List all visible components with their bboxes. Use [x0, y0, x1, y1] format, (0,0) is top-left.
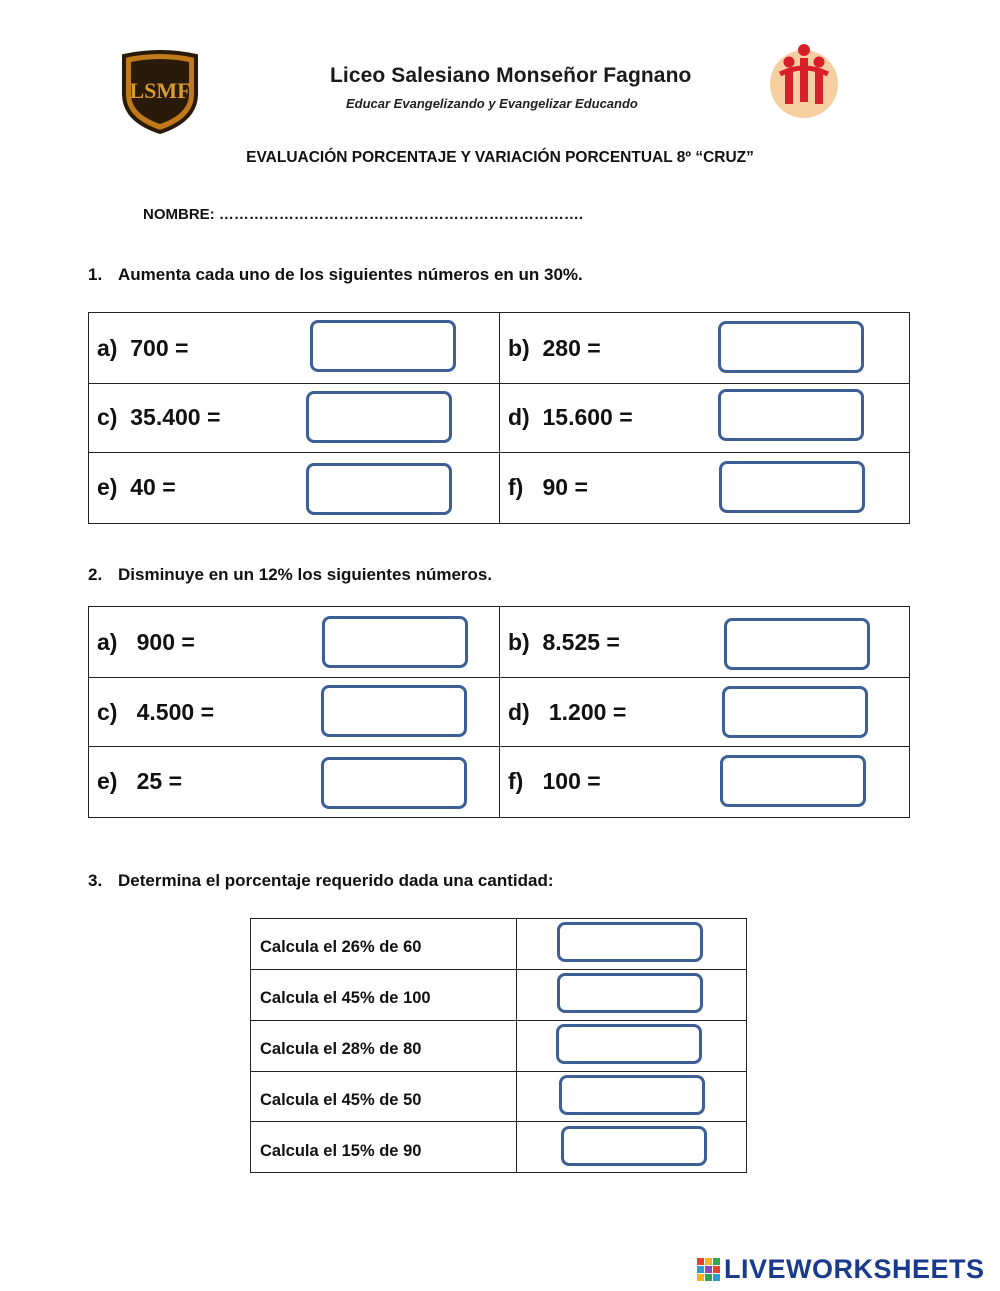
exercise-label: d) 1.200 =: [508, 699, 627, 725]
answer-box-1f[interactable]: [719, 461, 865, 513]
school-motto: Educar Evangelizando y Evangelizar Educando: [346, 96, 638, 111]
answer-box-2a[interactable]: [322, 616, 468, 668]
answer-box-3a[interactable]: [557, 922, 703, 962]
question-number: 3.: [88, 871, 103, 890]
salesian-family-logo: [764, 40, 844, 120]
exercise-label: c) 4.500 =: [97, 699, 214, 725]
exercise-label: e) 40 =: [97, 474, 176, 500]
exercise-label: a) 700 =: [97, 335, 189, 361]
answer-box-3e[interactable]: [561, 1126, 707, 1166]
exercise-label: Calcula el 15% de 90: [260, 1142, 422, 1160]
answer-box-1d[interactable]: [718, 389, 864, 441]
exercise-label: f) 100 =: [508, 768, 601, 794]
answer-box-2d[interactable]: [722, 686, 868, 738]
exercise-label: c) 35.400 =: [97, 404, 221, 430]
crest-lettering: LSMF: [129, 78, 191, 103]
question-text: Disminuye en un 12% los siguientes números.: [118, 565, 493, 584]
liveworksheets-icon: [697, 1258, 721, 1282]
question-text: Determina el porcentaje requerido dada una cantidad:: [118, 871, 554, 890]
question-text: Aumenta cada uno de los siguientes números en un 30%.: [118, 265, 583, 284]
student-name-field[interactable]: NOMBRE: ……………………………………………………………….: [143, 206, 583, 223]
liveworksheets-brand[interactable]: LIVEWORKSHEETS: [724, 1254, 985, 1284]
question-3-heading: [88, 871, 554, 891]
answer-box-2b[interactable]: [724, 618, 870, 670]
answer-box-2e[interactable]: [321, 757, 467, 809]
question-1-heading: [88, 265, 583, 285]
answer-box-1b[interactable]: [718, 321, 864, 373]
answer-box-3d[interactable]: [559, 1075, 705, 1115]
answer-box-1c[interactable]: [306, 391, 452, 443]
question-2-heading: [88, 565, 492, 585]
answer-box-3c[interactable]: [556, 1024, 702, 1064]
evaluation-title: EVALUACIÓN PORCENTAJE Y VARIACIÓN PORCENTUAL 8º “CRUZ”: [246, 149, 754, 166]
school-name: Liceo Salesiano Monseñor Fagnano: [330, 64, 692, 87]
question-number: 1.: [88, 265, 103, 284]
exercise-label: f) 90 =: [508, 474, 588, 500]
exercise-label: Calcula el 28% de 80: [260, 1040, 422, 1058]
answer-box-1e[interactable]: [306, 463, 452, 515]
answer-box-2f[interactable]: [720, 755, 866, 807]
exercise-label: b) 8.525 =: [508, 629, 620, 655]
exercise-label: Calcula el 45% de 50: [260, 1091, 422, 1109]
school-crest-logo: [118, 50, 202, 134]
exercise-label: d) 15.600 =: [508, 404, 633, 430]
exercise-label: a) 900 =: [97, 629, 195, 655]
exercise-label: e) 25 =: [97, 768, 183, 794]
exercise-label: Calcula el 26% de 60: [260, 938, 422, 956]
answer-box-1a[interactable]: [310, 320, 456, 372]
exercise-label: b) 280 =: [508, 335, 601, 361]
question-number: 2.: [88, 565, 103, 584]
answer-box-2c[interactable]: [321, 685, 467, 737]
exercise-label: Calcula el 45% de 100: [260, 989, 431, 1007]
answer-box-3b[interactable]: [557, 973, 703, 1013]
